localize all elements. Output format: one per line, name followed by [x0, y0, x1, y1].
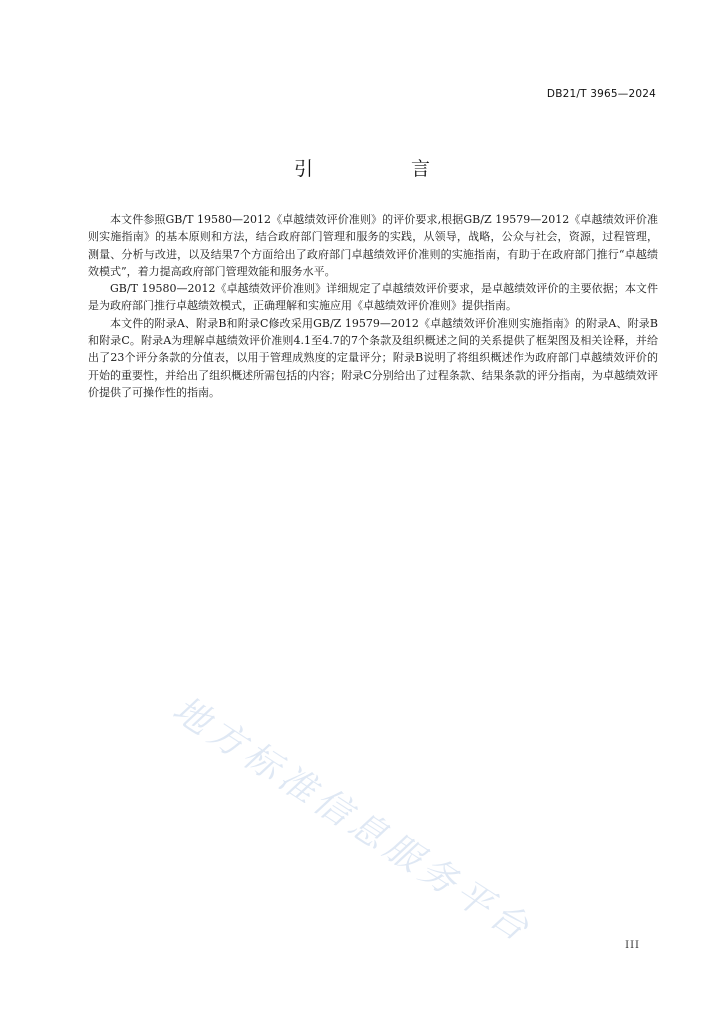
paragraph-3: 本文件的附录A、附录B和附录C修改采用GB/Z 19579—2012《卓越绩效评价准则实施指南》的附录A、附录B和附录C。附录A为理解卓越绩效评价准则4.1至4.7的7个条款及组织概述之间的关系提供了框架图及相关诠释，并给出了23个评分条款的分值表，以用于管理成熟度的定量评分；附录B说明了将组织概述作为政府部门卓越绩效评价的开始的重要性，并给出了组织概述所需包括的内容；附录C分别给出了过程条款、结果条款的评分指南，为卓越绩效评价提供了可操作性的指南。 — [88, 316, 658, 399]
page-number: III — [625, 940, 640, 951]
page-title: 引 言 — [293, 158, 477, 180]
body-text — [88, 211, 658, 401]
paragraph-2: GB/T 19580—2012《卓越绩效评价准则》详细规定了卓越绩效评价要求，是卓越绩效评价的主要依据；本文件是为政府部门推行卓越绩效模式，正确理解和实施应用《卓越绩效评价准则》提供指南。 — [88, 282, 658, 313]
watermark: 地方标准信息服务平台 — [165, 688, 540, 952]
paragraph-1: 本文件参照GB/T 19580—2012《卓越绩效评价准则》的评价要求,根据GB/Z 19579—2012《卓越绩效评价准则实施指南》的基本原则和方法，结合政府部门管理和服务的实践，从领导，战略，公众与社会，资源，过程管理，测量、分析与改进，以及结果7个方面给出了政府部门卓越绩效评价准则的实施指南，有助于在政府部门推行“卓越绩效模式”，着力提高政府部门管理效能和服务水平。 — [88, 213, 658, 278]
document-code: DB21/T 3965—2024 — [546, 88, 656, 100]
